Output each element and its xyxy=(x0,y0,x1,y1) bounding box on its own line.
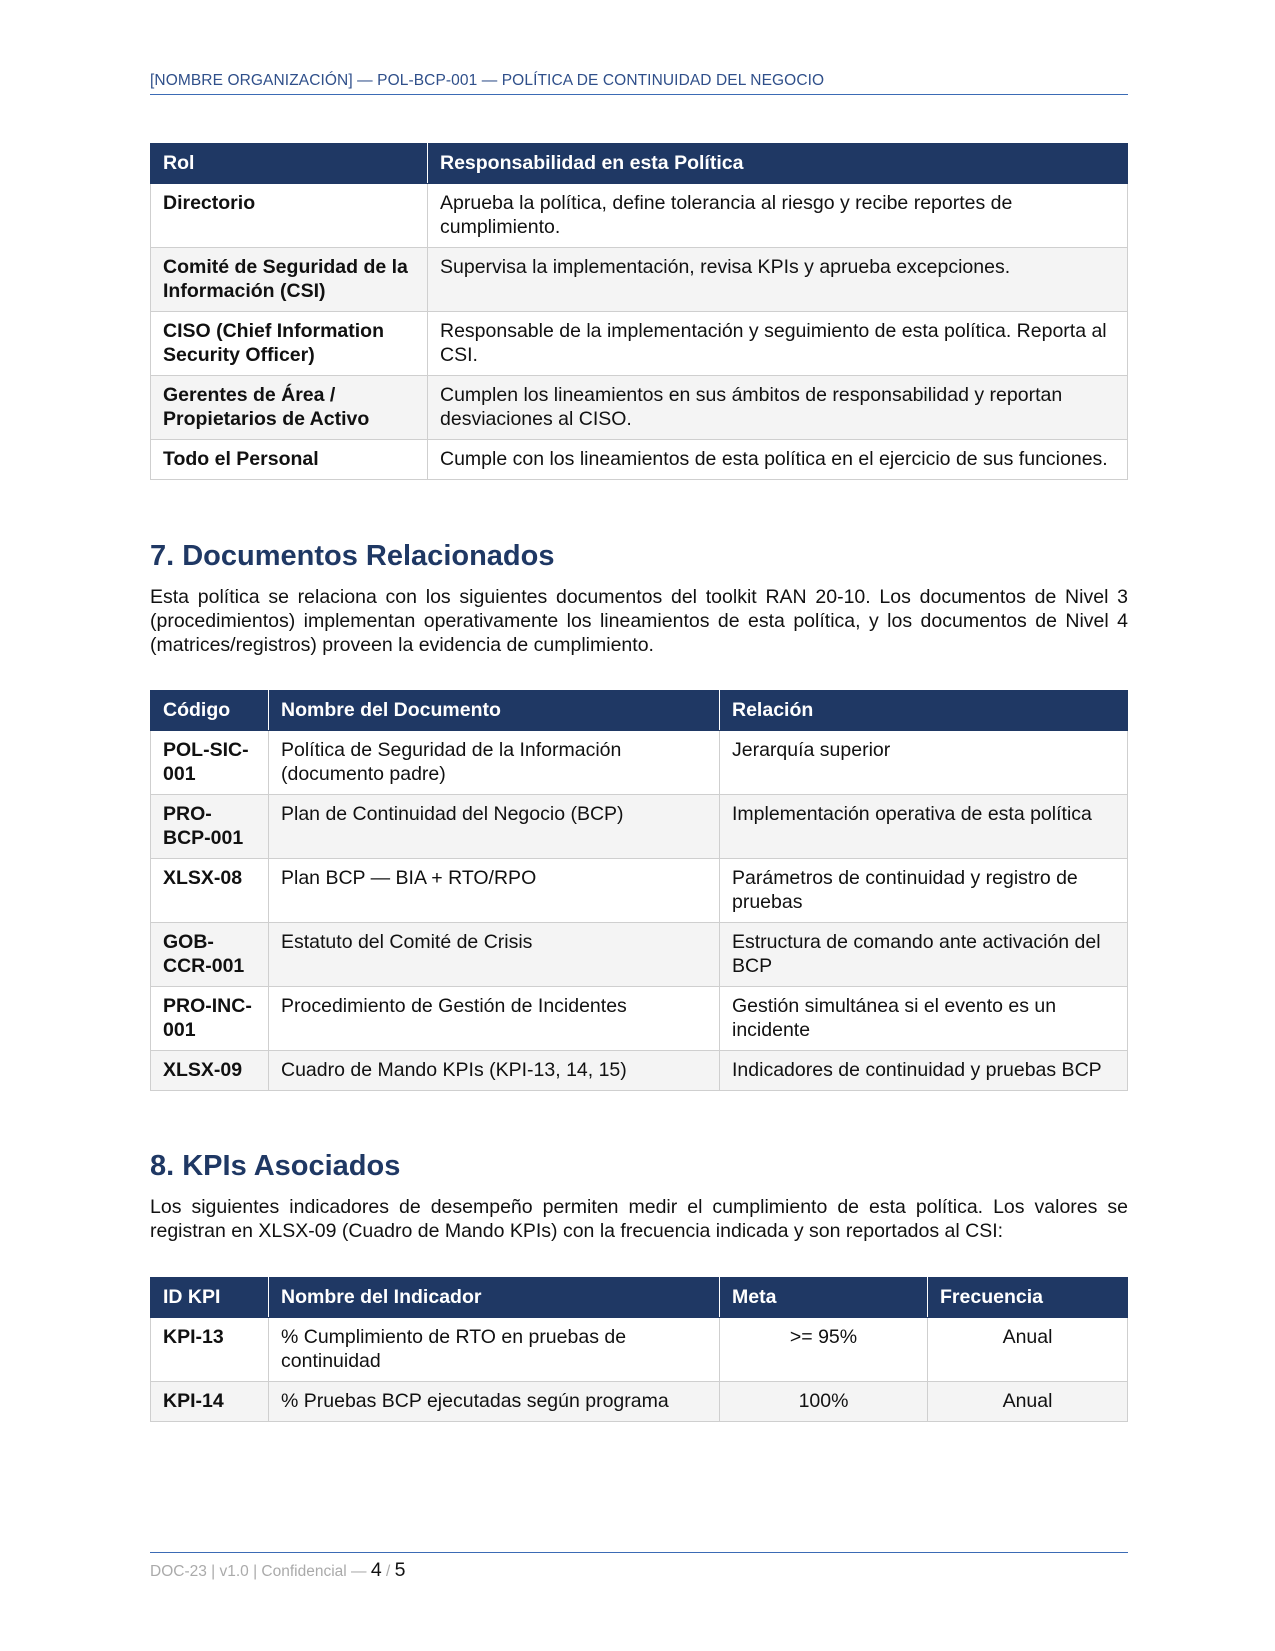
section-heading: 7. Documentos Relacionados xyxy=(150,540,555,572)
responsibility-cell: Aprueba la política, define tolerancia al riesgo y recibe reportes de cumplimiento. xyxy=(428,184,1128,248)
page-total: 5 xyxy=(394,1559,406,1581)
table-row xyxy=(151,184,1128,248)
relation-cell: Parámetros de continuidad y registro de pruebas xyxy=(720,859,1128,923)
code-cell: GOB-CCR-001 xyxy=(151,923,269,987)
documents-table xyxy=(150,690,1128,1091)
code-cell: XLSX-09 xyxy=(151,1051,269,1091)
kpi-target-cell: 100% xyxy=(720,1382,928,1422)
column-header: Responsabilidad en esta Política xyxy=(428,144,1128,184)
column-header: Código xyxy=(151,691,269,731)
page-footer xyxy=(150,1552,1128,1582)
table-row xyxy=(151,731,1128,795)
page-number: 4 xyxy=(370,1559,382,1581)
responsibility-cell: Responsable de la implementación y seguimiento de esta política. Reporta al CSI. xyxy=(428,312,1128,376)
kpi-table xyxy=(150,1277,1128,1422)
relation-cell: Implementación operativa de esta política xyxy=(720,795,1128,859)
column-header: Rol xyxy=(151,144,428,184)
section-body: Esta política se relaciona con los siguientes documentos del toolkit RAN 20-10. Los documentos de Nivel 3 (procedimientos) implementan operativamente los lineamientos de esta política, y los documentos de Nivel 4 (matrices/registros) proveen la evidencia de cumplimiento. xyxy=(150,586,1128,656)
name-cell: Plan BCP — BIA + RTO/RPO xyxy=(269,859,720,923)
name-cell: Procedimiento de Gestión de Incidentes xyxy=(269,987,720,1051)
kpi-id-cell: KPI-14 xyxy=(151,1382,269,1422)
section-heading: 8. KPIs Asociados xyxy=(150,1150,401,1182)
table-row xyxy=(151,795,1128,859)
table-row xyxy=(151,248,1128,312)
name-cell: Política de Seguridad de la Información (documento padre) xyxy=(269,731,720,795)
page-separator: / xyxy=(381,1563,395,1580)
relation-cell: Jerarquía superior xyxy=(720,731,1128,795)
kpi-frequency-cell: Anual xyxy=(928,1382,1128,1422)
table-row xyxy=(151,376,1128,440)
code-cell: PRO-INC-001 xyxy=(151,987,269,1051)
name-cell: Cuadro de Mando KPIs (KPI-13, 14, 15) xyxy=(269,1051,720,1091)
column-header: Relación xyxy=(720,691,1128,731)
name-cell: Estatuto del Comité de Crisis xyxy=(269,923,720,987)
table-row xyxy=(151,312,1128,376)
code-cell: POL-SIC-001 xyxy=(151,731,269,795)
kpi-frequency-cell: Anual xyxy=(928,1318,1128,1382)
page-header: [NOMBRE ORGANIZACIÓN] — POL-BCP-001 — POLÍTICA DE CONTINUIDAD DEL NEGOCIO xyxy=(150,72,1128,95)
column-header: ID KPI xyxy=(151,1278,269,1318)
table-row xyxy=(151,1382,1128,1422)
roles-table xyxy=(150,143,1128,480)
role-cell: Directorio xyxy=(151,184,428,248)
code-cell: PRO-BCP-001 xyxy=(151,795,269,859)
relation-cell: Estructura de comando ante activación del BCP xyxy=(720,923,1128,987)
responsibility-cell: Supervisa la implementación, revisa KPIs y aprueba excepciones. xyxy=(428,248,1128,312)
table-row xyxy=(151,859,1128,923)
table-header-row xyxy=(151,691,1128,731)
table-row xyxy=(151,987,1128,1051)
kpi-target-cell: >= 95% xyxy=(720,1318,928,1382)
role-cell: Gerentes de Área / Propietarios de Activo xyxy=(151,376,428,440)
relation-cell: Indicadores de continuidad y pruebas BCP xyxy=(720,1051,1128,1091)
code-cell: XLSX-08 xyxy=(151,859,269,923)
table-header-row xyxy=(151,1278,1128,1318)
name-cell: Plan de Continuidad del Negocio (BCP) xyxy=(269,795,720,859)
column-header: Frecuencia xyxy=(928,1278,1128,1318)
kpi-name-cell: % Pruebas BCP ejecutadas según programa xyxy=(269,1382,720,1422)
table-header-row xyxy=(151,144,1128,184)
role-cell: CISO (Chief Information Security Officer) xyxy=(151,312,428,376)
role-cell: Todo el Personal xyxy=(151,440,428,480)
footer-meta: DOC-23 | v1.0 | Confidencial — xyxy=(150,1563,371,1580)
column-header: Nombre del Documento xyxy=(269,691,720,731)
responsibility-cell: Cumplen los lineamientos en sus ámbitos de responsabilidad y reportan desviaciones al CISO. xyxy=(428,376,1128,440)
responsibility-cell: Cumple con los lineamientos de esta política en el ejercicio de sus funciones. xyxy=(428,440,1128,480)
table-row xyxy=(151,1051,1128,1091)
kpi-name-cell: % Cumplimiento de RTO en pruebas de continuidad xyxy=(269,1318,720,1382)
role-cell: Comité de Seguridad de la Información (CSI) xyxy=(151,248,428,312)
table-row xyxy=(151,440,1128,480)
table-row xyxy=(151,1318,1128,1382)
column-header: Meta xyxy=(720,1278,928,1318)
kpi-id-cell: KPI-13 xyxy=(151,1318,269,1382)
table-row xyxy=(151,923,1128,987)
relation-cell: Gestión simultánea si el evento es un incidente xyxy=(720,987,1128,1051)
column-header: Nombre del Indicador xyxy=(269,1278,720,1318)
section-body: Los siguientes indicadores de desempeño permiten medir el cumplimiento de esta política. Los valores se registran en XLSX-09 (Cuadro de Mando KPIs) con la frecuencia indicada y son reportados al CSI: xyxy=(150,1196,1128,1242)
